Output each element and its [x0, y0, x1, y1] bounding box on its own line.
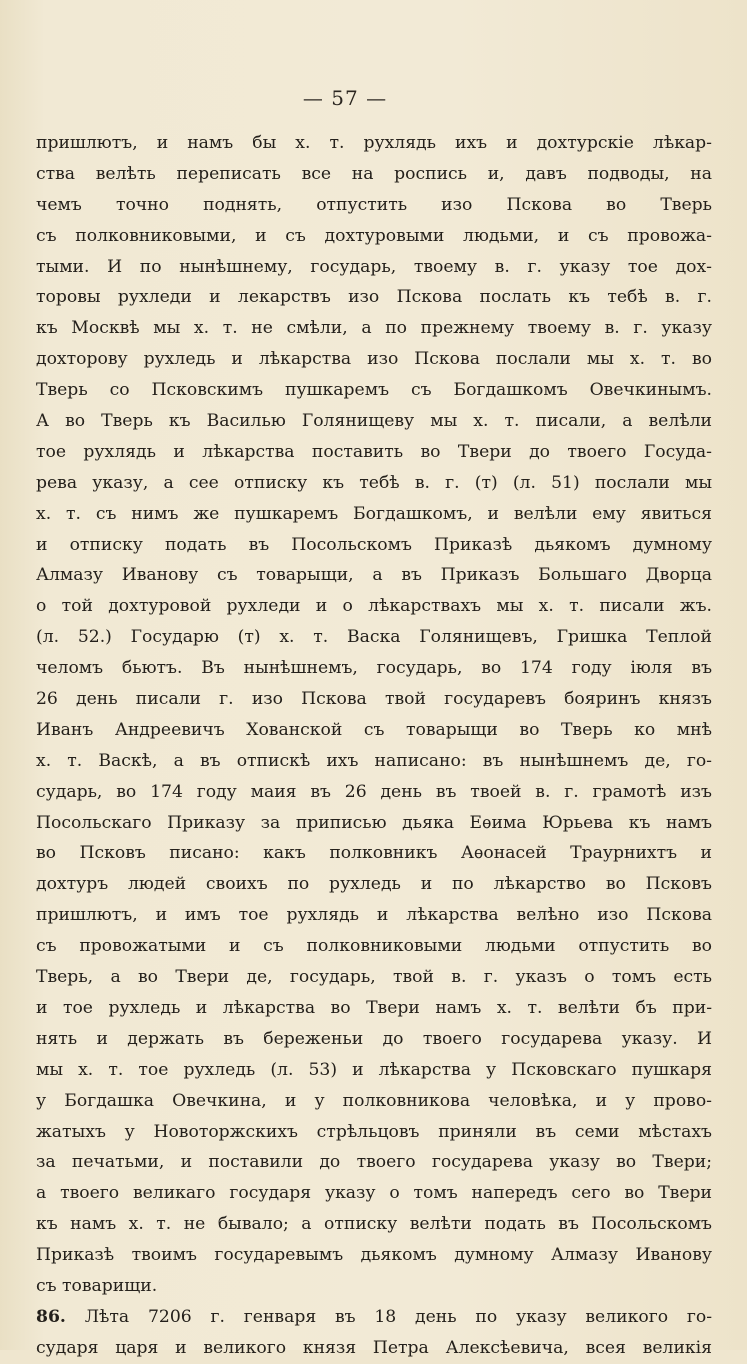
- text-line: дохтуръ людей своихъ по рухледь и по лѣкарство во Псковъ: [36, 874, 712, 895]
- text-line: (л. 52.) Государю (т) х. т. Васка Голянищевъ, Гришка Теплой: [36, 627, 712, 648]
- text-line: и тое рухледь и лѣкарства во Твери намъ х. т. велѣти бъ при-: [36, 997, 712, 1018]
- page-number: — 57 —: [302, 86, 388, 110]
- paragraph-number: 86.: [36, 1306, 66, 1327]
- paragraph-86-text: Лѣта 7206 г. генваря въ 18 день по указу великого го-: [65, 1306, 712, 1327]
- text-line: во Псковъ писано: какъ полковникъ Аѳонасей Траурнихтъ и: [36, 843, 712, 864]
- text-line: жатыхъ у Новоторжскихъ стрѣльцовъ приняли въ семи мѣстахъ: [36, 1121, 712, 1142]
- text-line: съ товарищи.: [36, 1275, 158, 1296]
- text-line: Тверь со Псковскимъ пушкаремъ съ Богдашкомъ Овечкинымъ.: [36, 380, 712, 401]
- text-line: Посольскаго Приказу за приписью дьяка Еѳима Юрьева къ намъ: [36, 812, 712, 833]
- paragraph-86-line-1: [36, 1302, 712, 1333]
- text-line: нять и держать въ береженьи до твоего государева указу. И: [36, 1028, 712, 1049]
- text-line: чемъ точно поднять, отпустить изо Пскова во Тверь: [36, 194, 712, 215]
- text-line: челомъ бьютъ. Въ нынѣшнемъ, государь, во 174 году іюля въ: [36, 658, 712, 679]
- text-line: пришлютъ, и намъ бы х. т. рухлядь ихъ и дохтурскіе лѣкар-: [36, 133, 712, 153]
- body-text: [36, 128, 712, 1364]
- text-line: Приказѣ твоимъ государевымъ дьякомъ думному Алмазу Иванову: [36, 1245, 712, 1266]
- text-line: х. т. съ нимъ же пушкаремъ Богдашкомъ, и велѣли ему явиться: [36, 503, 712, 524]
- text-line: Тверь, а во Твери де, государь, твой в. г. указъ о томъ есть: [36, 967, 712, 988]
- text-line: торовы рухледи и лекарствъ изо Пскова послать къ тебѣ в. г.: [36, 287, 712, 308]
- text-line: Алмазу Иванову съ товарыщи, а въ Приказъ Большаго Дворца: [36, 565, 712, 586]
- text-line: мы х. т. тое рухледь (л. 53) и лѣкарства у Псковскаго пушкаря: [36, 1059, 712, 1080]
- text-line: за печатьми, и поставили до твоего государева указу во Твери;: [36, 1152, 712, 1173]
- text-line: а твоего великаго государя указу о томъ напередъ сего во Твери: [36, 1183, 712, 1204]
- text-line: 26 день писали г. изо Пскова твой государевъ бояринъ князъ: [36, 689, 712, 710]
- text-line: дохторову рухледь и лѣкарства изо Пскова послали мы х. т. во: [36, 349, 712, 370]
- text-line: съ провожатыми и съ полковниковыми людьми отпустить во: [36, 936, 712, 957]
- text-line: ства велѣть переписать все на роспись и, давъ подводы, на: [36, 163, 712, 184]
- text-line: х. т. Васкѣ, а въ отпискѣ ихъ написано: въ нынѣшнемъ де, го-: [36, 750, 712, 771]
- text-line: рева указу, а сее отписку къ тебѣ в. г. (т) (л. 51) послали мы: [36, 472, 712, 493]
- text-line: тыми. И по нынѣшнему, государь, твоему в. г. указу тое дох-: [36, 256, 712, 277]
- text-line: тое рухлядь и лѣкарства поставить во Твери до твоего Госуда-: [36, 441, 712, 462]
- text-line: Иванъ Андреевичъ Хованской съ товарыщи во Тверь ко мнѣ: [36, 719, 712, 740]
- text-line: съ полковниковыми, и съ дохтуровыми людьми, и съ провожа-: [36, 225, 712, 246]
- text-line: о той дохтуровой рухледи и о лѣкарствахъ мы х. т. писали жъ.: [36, 596, 712, 617]
- paragraph-86-line-2: сударя царя и великого князя Петра Алексѣевича, всея великія: [36, 1337, 712, 1358]
- text-line: у Богдашка Овечкина, и у полковникова человѣка, и у прово-: [36, 1090, 712, 1111]
- text-line: и отписку подать въ Посольскомъ Приказѣ дьякомъ думному: [36, 534, 712, 555]
- text-line: къ Москвѣ мы х. т. не смѣли, а по прежнему твоему в. г. указу: [36, 318, 712, 339]
- text-line: сударь, во 174 году маия въ 26 день въ твоей в. г. грамотѣ изъ: [36, 781, 712, 802]
- text-line: А во Тверь къ Василью Голянищеву мы х. т. писали, а велѣли: [36, 411, 712, 432]
- text-line: пришлютъ, и имъ тое рухлядь и лѣкарства велѣно изо Пскова: [36, 905, 712, 926]
- text-line: къ намъ х. т. не бывало; а отписку велѣти подать въ Посольскомъ: [36, 1214, 712, 1235]
